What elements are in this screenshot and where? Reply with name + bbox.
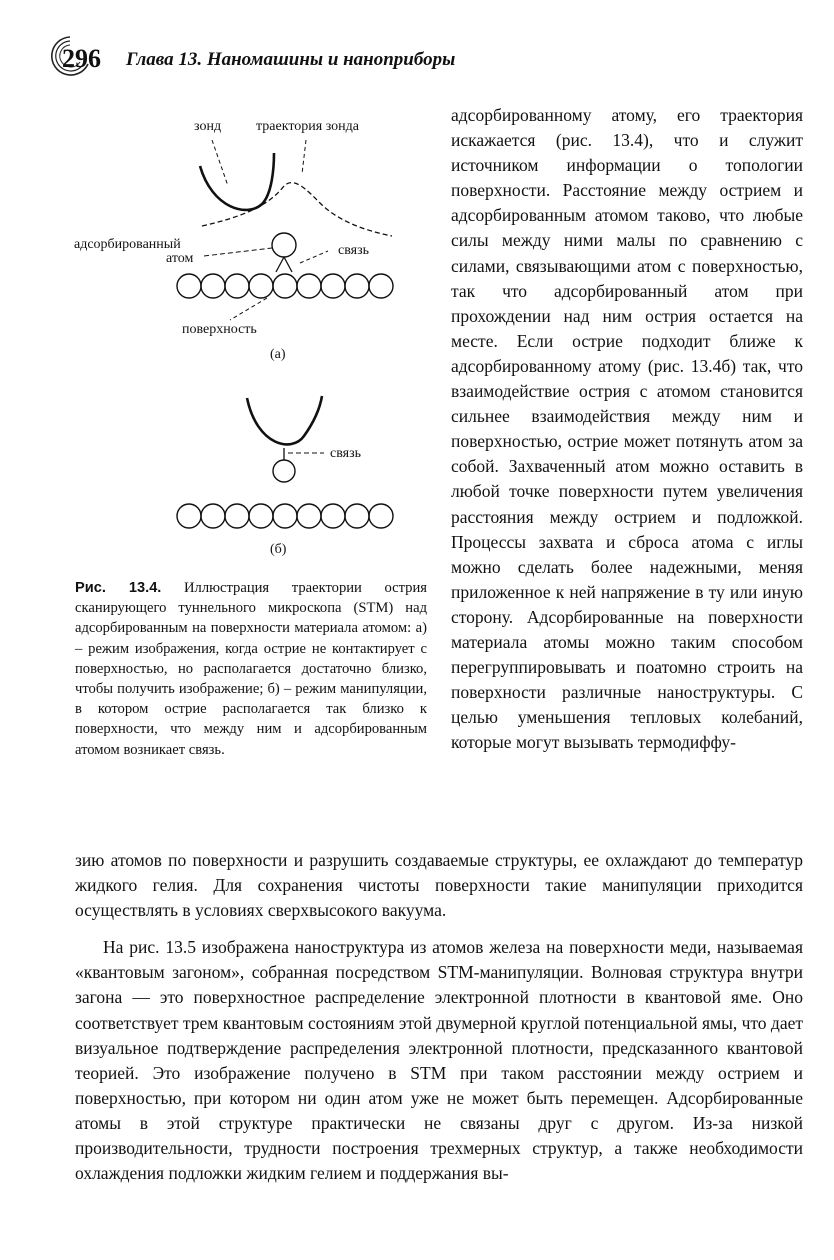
full-width-text [75,848,803,1186]
surface-atoms-b [177,504,393,528]
probe-pointer [212,140,228,186]
paragraph-quantum-corral: На рис. 13.5 изображена наноструктура из атомов железа на поверхности меди, называемая «квантовым загоном», собранная посредством STM-манипуляции. Волновая структура внутри загона — это поверхностное распределение электронной плотности в квантовой яме. Оно соответствует трем квантовым состояниям этой двумерной круглой потенциальной ямы, что дает визуальное подтверждение распределения электронной плотности, предсказанного квантовой теорией. Это изображение получено в STM при таком расстоянии между острием и поверхностью, при котором ни один атом уже не может быть перемещен. Адсорбированные атомы в этой структуре практически не связаны друг с другом. Из-за низкой производительности, трудности построения трехмерных структур, а также необходимости охлаждения подложки жидким гелием и поддержания вы- [75,937,804,1184]
label-trajectory: траектория зонда [256,119,359,134]
bond-line-left [276,257,284,272]
figure-panel-b [177,396,393,557]
label-adsorbed-line1: адсорбированный [74,237,181,252]
probe-trajectory-path [202,183,392,236]
probe-tip-b [247,396,322,444]
surface-pointer [230,298,267,320]
paragraph-continuation: зию атомов по поверхности и разрушить создаваемые структуры, ее охлаждают до температур жидкого гелия. Для сохранения чистоты поверхности такие манипуляции приходится осуществлять в условиях сверхвысокого вакуума. [75,850,803,921]
chapter-title: Глава 13. Наномашины и наноприборы [126,49,456,70]
trajectory-pointer [302,140,306,174]
surface-atoms-a [177,274,393,298]
label-probe: зонд [194,119,222,134]
probe-tip-a [200,153,274,210]
column-paragraph: адсорбированному атому, его траектория искажается (рис. 13.4), что и служит источником информации о топологии поверхности. Расстояние между острием и адсорбированным атомом таково, что любые силы между ними малы по сравнению с силами, связывающими атом с поверхностью, так что адсорбированный атом при прохождении над ним острия остается на месте. Если острие подходит ближе к адсорбированному атому (рис. 13.4б) так, что взаимодействие острия с атомом становится сильнее взаимодействия между ним и поверхностью, острие может потянуть атом за собой. Захваченный атом можно оставить в любой точке поверхности путем увеличения расстояния между острием и подложкой. Процессы захвата и сброса атома с иглы можно сделать более надежными, меняя приложенное к ней напряжение в ту или иную сторону. Адсорбированные на поверхности материала атомы можно таким способом перегруппировывать и поатомно строить на поверхности различные наноструктуры. С целью уменьшения тепловых колебаний, которые могут вызывать термодиффу- [451,105,803,753]
panel-label-b: (б) [270,542,287,557]
label-surface: поверхность [182,322,257,337]
label-bond-b: связь [330,446,361,461]
caption-text: Иллюстрация траектории острия сканирующего туннельного микроскопа (STM) над адсорбированным на поверхности материала атомом: а) – режим изображения, когда острие не контактирует с поверхностью, но располагается достаточно близко, чтобы получить изображение; б) – режим манипуляции, в котором острие располагается так близко к поверхности, что между ним и адсорбированным атомом возникает связь. [75,580,428,758]
panel-label-a: (а) [270,347,286,362]
bond-line-right [284,257,292,272]
label-adsorbed-line2: атом [166,251,194,266]
page-header [62,40,782,80]
adsorbed-atom-a [272,233,296,257]
figure-panel-a [74,119,393,362]
caption-number: Рис. 13.4. [75,580,162,596]
bond-pointer-a [300,251,328,263]
right-column [451,103,803,755]
page-number: 296 [62,44,101,73]
stm-figure [62,108,432,578]
adsorbed-pointer [204,248,272,256]
label-bond-a: связь [338,243,369,258]
figure-caption [75,578,427,760]
captured-atom-b [273,460,295,482]
